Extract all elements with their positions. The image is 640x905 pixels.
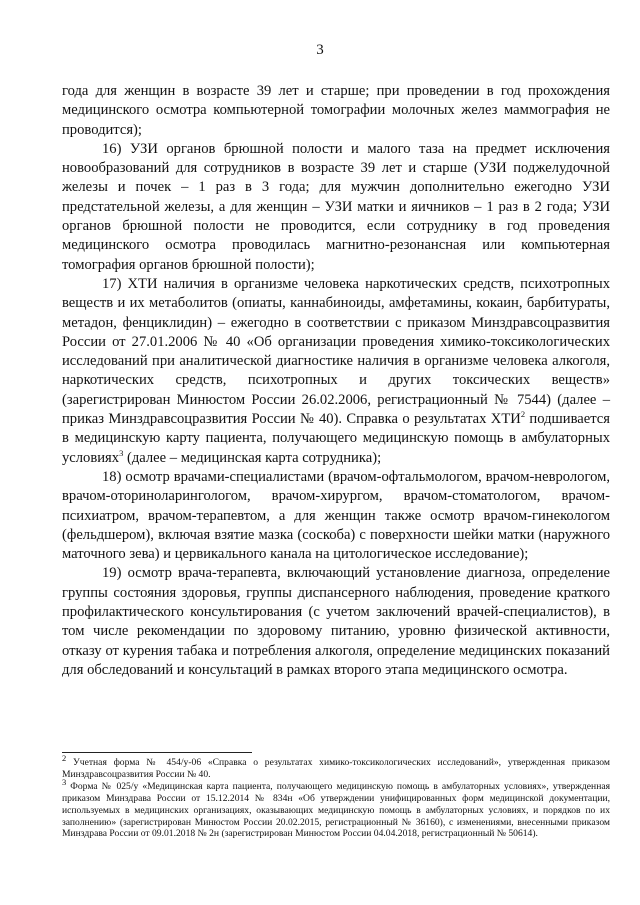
paragraph-item-16: 16) УЗИ органов брюшной полости и малого таза на предмет исключения новообразований для сотрудников в возрасте 39 лет и старше (УЗИ поджелудочной железы и почек – 1 раз в 3 года; для мужчин дополнительно ежегодно УЗИ предстательной железы, а для женщин – УЗИ матки и яичников – 1 раз в 2 года; УЗИ органов брюшной полости не проводится, если сотруднику в год проведения медицинского осмотра проводилась магнитно-резонансная или компьютерная томография органов брюшной полости); xyxy=(62,140,610,273)
footnote-separator xyxy=(62,752,252,753)
footnote-ref-3: 3 xyxy=(119,447,124,458)
footnote-2 xyxy=(62,752,610,780)
page-number: 3 xyxy=(316,42,324,58)
footnotes xyxy=(62,752,610,841)
paragraph-continuation: года для женщин в возрасте 39 лет и старше; при проведении в год прохождения медицинского осмотра компьютерной томографии молочных желез маммография не проводится); xyxy=(62,83,610,138)
footnote-mark-2: 2 xyxy=(62,752,67,763)
footnote-mark-3: 3 xyxy=(62,777,67,788)
footnote-ref-2: 2 xyxy=(520,409,526,420)
paragraph-item-18: 18) осмотр врачами-специалистами (врачом-офтальмологом, врачом-неврологом, врачом-оториноларингологом, врачом-хирургом, врачом-стоматологом, врачом-психиатром, врачом-терапевтом, а для женщин также осмотр врачом-гинекологом (фельдшером), включая взятие мазка (соскоба) с поверхности шейки матки (наружного маточного зева) и цервикального канала на цитологическое исследование); xyxy=(62,468,610,563)
footnote-3-text: Форма № 025/у «Медицинская карта пациента, получающего медицинскую помощь в амбулаторных условиях», утвержденная приказом Минздрава России от 15.12.2014 № 834н «Об утверждении унифицированных форм медицинской документации, используемых в медицинских организациях, оказывающих медицинскую помощь в амбулаторных условиях, и порядков по их заполнению» (зарегистрирован Минюстом России 20.02.2015, регистрационный № 36160), с изменениями, внесенными приказом Минздрава России от 09.01.2018 № 2н (зарегистрирован Минюстом России 04.04.2018, регистрационный № 50614). xyxy=(62,781,610,840)
item-17-text-part2: подшивается в медицинскую карту пациента, получающего медицинскую помощь в амбулаторных условиях xyxy=(62,411,610,466)
paragraph-item-19: 19) осмотр врача-терапевта, включающий установление диагноза, определение группы состояния здоровья, группы диспансерного наблюдения, проведение краткого профилактического консультирования (с учетом заключений врачей-специалистов), в том числе рекомендации по здоровому питанию, уровню физической активности, отказу от курения табака и потребления алкоголя, определение медицинских показаний для обследований и консультаций в рамках второго этапа медицинского осмотра. xyxy=(62,565,610,678)
paragraph-item-17 xyxy=(62,275,610,468)
footnote-3 xyxy=(62,777,610,840)
document-body xyxy=(62,82,610,680)
item-17-text-part1: 17) ХТИ наличия в организме человека наркотических средств, психотропных веществ и их метаболитов (опиаты, каннабиноиды, амфетамины, кокаин, барбитураты, метадон, фенциклидин) – ежегодно в соответствии с приказом Минздравсоцразвития России от 27.01.2006 № 40 «Об организации проведения химико-токсикологических исследований при аналитической диагностике наличия в организме человека алкоголя, наркотических средств, психотропных и других токсических веществ» (зарегистрирован Минюстом России 26.02.2006, регистрационный № 7544) (далее – приказ Минздравсоцразвития России № 40). Справка о результатах ХТИ xyxy=(62,275,610,428)
item-17-text-part3: (далее – медицинская карта сотрудника); xyxy=(123,449,382,466)
footnote-2-text: Учетная форма № 454/у-06 «Справка о результатах химико-токсикологических исследований», утвержденная приказом Минздравсоцразвития России № 40. xyxy=(62,757,610,780)
